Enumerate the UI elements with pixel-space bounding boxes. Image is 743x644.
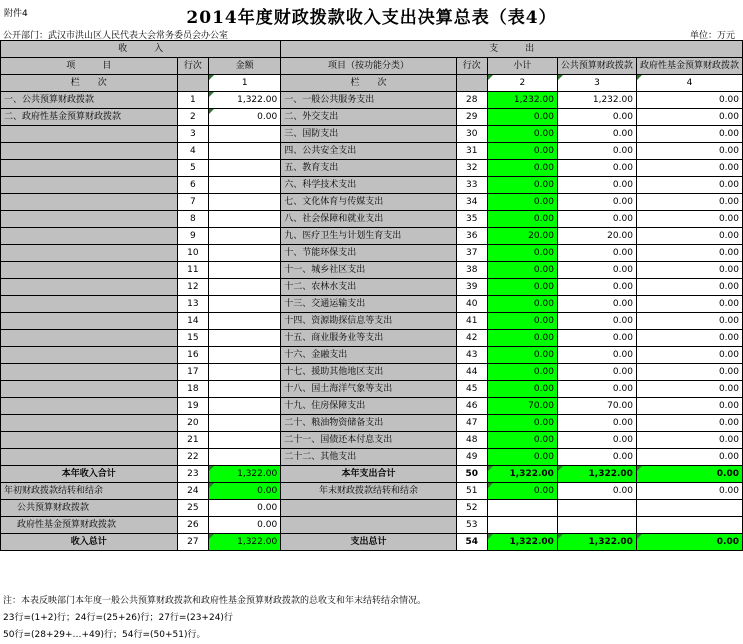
expense-total-public: 1,322.00 [557, 466, 636, 483]
blank-cell [281, 500, 457, 517]
income-amount-cell [209, 313, 281, 330]
blank-cell [557, 517, 636, 534]
public-budget-cell: 0.00 [557, 313, 636, 330]
column-index-4: 4 [636, 75, 742, 92]
subtotal-cell: 0.00 [487, 245, 557, 262]
income-amount-cell [209, 364, 281, 381]
blank-cell [636, 500, 742, 517]
income-item-header: 项 目 [1, 58, 178, 75]
income-lineno-cell: 16 [177, 347, 209, 364]
gov-fund-cell: 0.00 [636, 364, 742, 381]
blank-cell [487, 500, 557, 517]
subtotal-cell: 1,232.00 [487, 92, 557, 109]
unit-label: 单位：万元 [689, 31, 735, 41]
income-lineno-header: 行次 [177, 58, 209, 75]
table-row [1, 160, 743, 177]
expense-grand-public: 1,322.00 [557, 534, 636, 551]
income-amount-cell [209, 381, 281, 398]
blank-cell [636, 517, 742, 534]
income-item-cell [1, 347, 178, 364]
carryover-row [1, 483, 743, 500]
table-row [1, 398, 743, 415]
income-lineno-cell: 20 [177, 415, 209, 432]
column-index-row [1, 75, 743, 92]
gov-fund-cell: 0.00 [636, 211, 742, 228]
footnote-line: 注：本表反映部门本年度一般公共预算财政拨款和政府性基金预算财政拨款的总收支和年末结转结余情况。 [3, 596, 427, 606]
income-lineno-cell: 8 [177, 211, 209, 228]
income-item-cell [1, 177, 178, 194]
income-amount-cell [209, 194, 281, 211]
table-row [1, 143, 743, 160]
expense-lineno-cell: 47 [456, 415, 487, 432]
budget-table [0, 40, 743, 551]
gov-fund-cell: 0.00 [636, 381, 742, 398]
income-item-cell [1, 262, 178, 279]
expense-total-subtotal: 1,322.00 [487, 466, 557, 483]
income-amount-cell [209, 245, 281, 262]
expense-total-gov: 0.00 [636, 466, 742, 483]
column-index-label: 栏 次 [1, 75, 178, 92]
income-item-cell [1, 313, 178, 330]
income-item-cell [1, 364, 178, 381]
subtotal-cell: 0.00 [487, 160, 557, 177]
gov-fund-cell: 0.00 [636, 143, 742, 160]
public-budget-cell: 0.00 [557, 160, 636, 177]
income-amount-cell [209, 398, 281, 415]
page-title: 2014年度财政拨款收入支出决算总表（表4） [186, 8, 557, 28]
subtotal-cell: 0.00 [487, 330, 557, 347]
public-budget-cell: 0.00 [557, 126, 636, 143]
gov-fund-cell: 0.00 [636, 279, 742, 296]
expense-lineno-cell: 32 [456, 160, 487, 177]
income-amount-cell [209, 143, 281, 160]
table-row [1, 296, 743, 313]
blank-cell [281, 517, 457, 534]
gov-fund-cell: 0.00 [636, 92, 742, 109]
gov-fund-cell: 0.00 [636, 262, 742, 279]
table-row [1, 177, 743, 194]
income-amount-cell [209, 296, 281, 313]
income-lineno-cell: 10 [177, 245, 209, 262]
expense-lineno-cell: 34 [456, 194, 487, 211]
income-lineno-cell: 12 [177, 279, 209, 296]
blank-cell [487, 517, 557, 534]
expense-lineno-cell: 29 [456, 109, 487, 126]
income-grand-label: 收入总计 [1, 534, 178, 551]
income-item-cell [1, 279, 178, 296]
gov-fund-cell: 0.00 [636, 415, 742, 432]
column-index-label: 栏 次 [281, 75, 457, 92]
subtotal-cell: 0.00 [487, 211, 557, 228]
income-grand-amount: 1,322.00 [209, 534, 281, 551]
expense-item-cell: 十八、国土海洋气象等支出 [281, 381, 457, 398]
table-row [1, 245, 743, 262]
income-lineno-cell: 14 [177, 313, 209, 330]
subtotal-cell: 70.00 [487, 398, 557, 415]
income-lineno-cell: 2 [177, 109, 209, 126]
subtotal-cell: 0.00 [487, 381, 557, 398]
expense-group-header: 支 出 [281, 41, 743, 58]
expense-item-header: 项目（按功能分类） [281, 58, 457, 75]
public-budget-carryover-row [1, 500, 743, 517]
gov-fund-cell: 0.00 [636, 432, 742, 449]
expense-lineno-cell: 36 [456, 228, 487, 245]
subtotal-cell: 0.00 [487, 177, 557, 194]
begin-balance-label: 年初财政拨款结转和结余 [1, 483, 178, 500]
expense-lineno-cell: 33 [456, 177, 487, 194]
expense-item-cell: 二十一、国债还本付息支出 [281, 432, 457, 449]
expense-item-cell: 十四、资源勘探信息等支出 [281, 313, 457, 330]
column-index-blank [177, 75, 209, 92]
gov-fund-cell: 0.00 [636, 160, 742, 177]
income-lineno-cell: 1 [177, 92, 209, 109]
table-row [1, 211, 743, 228]
blank-lineno-53: 53 [456, 517, 487, 534]
income-lineno-cell: 6 [177, 177, 209, 194]
income-lineno-cell: 13 [177, 296, 209, 313]
expense-lineno-cell: 31 [456, 143, 487, 160]
expense-lineno-cell: 40 [456, 296, 487, 313]
expense-lineno-cell: 48 [456, 432, 487, 449]
income-lineno-cell: 7 [177, 194, 209, 211]
public-budget-cell: 20.00 [557, 228, 636, 245]
expense-lineno-cell: 41 [456, 313, 487, 330]
subtotal-cell: 0.00 [487, 432, 557, 449]
table-row [1, 109, 743, 126]
income-amount-cell [209, 415, 281, 432]
gov-fund-carryover-lineno: 26 [177, 517, 209, 534]
expense-item-cell: 十七、援助其他地区支出 [281, 364, 457, 381]
grand-total-row [1, 534, 743, 551]
expense-item-cell: 八、社会保障和就业支出 [281, 211, 457, 228]
expense-grand-lineno: 54 [456, 534, 487, 551]
expense-lineno-cell: 38 [456, 262, 487, 279]
subtotal-header: 小计 [487, 58, 557, 75]
end-balance-label: 年末财政拨款结转和结余 [281, 483, 457, 500]
subtotal-cell: 0.00 [487, 347, 557, 364]
expense-item-cell: 三、国防支出 [281, 126, 457, 143]
public-budget-cell: 0.00 [557, 330, 636, 347]
gov-fund-cell: 0.00 [636, 177, 742, 194]
income-item-cell [1, 449, 178, 466]
expense-lineno-cell: 49 [456, 449, 487, 466]
expense-item-cell: 九、医疗卫生与计划生育支出 [281, 228, 457, 245]
current-year-total-row [1, 466, 743, 483]
end-balance-gov: 0.00 [636, 483, 742, 500]
public-budget-cell: 70.00 [557, 398, 636, 415]
table-row [1, 279, 743, 296]
gov-fund-cell: 0.00 [636, 313, 742, 330]
table-row [1, 449, 743, 466]
income-lineno-cell: 15 [177, 330, 209, 347]
gov-fund-carryover-amount: 0.00 [209, 517, 281, 534]
expense-lineno-cell: 39 [456, 279, 487, 296]
column-index-3: 3 [557, 75, 636, 92]
footnotes [3, 593, 426, 644]
gov-fund-cell: 0.00 [636, 228, 742, 245]
expense-grand-label: 支出总计 [281, 534, 457, 551]
expense-item-cell: 七、文化体育与传媒支出 [281, 194, 457, 211]
income-amount-cell [209, 160, 281, 177]
public-budget-carryover-lineno: 25 [177, 500, 209, 517]
income-item-cell [1, 126, 178, 143]
gov-fund-cell: 0.00 [636, 245, 742, 262]
income-lineno-cell: 17 [177, 364, 209, 381]
income-amount-cell [209, 177, 281, 194]
income-lineno-cell: 9 [177, 228, 209, 245]
public-budget-cell: 0.00 [557, 177, 636, 194]
subtotal-cell: 0.00 [487, 143, 557, 160]
expense-item-cell: 十二、农林水支出 [281, 279, 457, 296]
income-amount-cell [209, 432, 281, 449]
expense-item-cell: 二、外交支出 [281, 109, 457, 126]
subtotal-cell: 0.00 [487, 449, 557, 466]
gov-fund-header: 政府性基金预算财政拨款 [636, 58, 742, 75]
gov-fund-cell: 0.00 [636, 194, 742, 211]
income-amount-header: 金额 [209, 58, 281, 75]
expense-lineno-cell: 45 [456, 381, 487, 398]
table-row [1, 262, 743, 279]
public-budget-carryover-label: 公共预算财政拨款 [1, 500, 178, 517]
public-budget-cell: 0.00 [557, 296, 636, 313]
income-amount-cell: 0.00 [209, 109, 281, 126]
public-budget-carryover-amount: 0.00 [209, 500, 281, 517]
expense-item-cell: 二十、粮油物资储备支出 [281, 415, 457, 432]
income-lineno-cell: 5 [177, 160, 209, 177]
table-row [1, 381, 743, 398]
expense-item-cell: 十一、城乡社区支出 [281, 262, 457, 279]
end-balance-public: 0.00 [557, 483, 636, 500]
end-balance-lineno: 51 [456, 483, 487, 500]
income-lineno-cell: 19 [177, 398, 209, 415]
expense-item-cell: 十、节能环保支出 [281, 245, 457, 262]
expense-item-cell: 十五、商业服务业等支出 [281, 330, 457, 347]
gov-fund-carryover-label: 政府性基金预算财政拨款 [1, 517, 178, 534]
expense-item-cell: 一、一般公共服务支出 [281, 92, 457, 109]
income-total-lineno: 23 [177, 466, 209, 483]
income-grand-lineno: 27 [177, 534, 209, 551]
income-item-cell [1, 194, 178, 211]
income-amount-cell [209, 262, 281, 279]
public-budget-cell: 0.00 [557, 143, 636, 160]
public-budget-cell: 0.00 [557, 432, 636, 449]
income-amount-cell [209, 211, 281, 228]
public-budget-cell: 0.00 [557, 347, 636, 364]
income-item-cell [1, 143, 178, 160]
gov-fund-cell: 0.00 [636, 449, 742, 466]
expense-item-cell: 十九、住房保障支出 [281, 398, 457, 415]
income-lineno-cell: 22 [177, 449, 209, 466]
footnote-line: 23行=(1+2)行；24行=(25+26)行；27行=(23+24)行 [3, 613, 233, 623]
income-item-cell [1, 432, 178, 449]
subtotal-cell: 0.00 [487, 415, 557, 432]
expense-item-cell: 十六、金融支出 [281, 347, 457, 364]
income-lineno-cell: 18 [177, 381, 209, 398]
income-lineno-cell: 4 [177, 143, 209, 160]
begin-balance-amount: 0.00 [209, 483, 281, 500]
public-budget-cell: 0.00 [557, 194, 636, 211]
expense-lineno-header: 行次 [456, 58, 487, 75]
income-lineno-cell: 21 [177, 432, 209, 449]
gov-fund-cell: 0.00 [636, 347, 742, 364]
table-row [1, 92, 743, 109]
income-item-cell [1, 160, 178, 177]
subtotal-cell: 0.00 [487, 194, 557, 211]
table-row [1, 228, 743, 245]
income-item-cell [1, 415, 178, 432]
public-budget-cell: 0.00 [557, 279, 636, 296]
expense-lineno-cell: 46 [456, 398, 487, 415]
table-row [1, 432, 743, 449]
table-row [1, 194, 743, 211]
income-amount-cell: 1,322.00 [209, 92, 281, 109]
expense-item-cell: 五、教育支出 [281, 160, 457, 177]
group-header-row [1, 41, 743, 58]
expense-total-lineno: 50 [456, 466, 487, 483]
public-budget-cell: 0.00 [557, 211, 636, 228]
income-lineno-cell: 11 [177, 262, 209, 279]
table-row [1, 126, 743, 143]
public-budget-cell: 0.00 [557, 449, 636, 466]
expense-lineno-cell: 44 [456, 364, 487, 381]
public-budget-header: 公共预算财政拨款 [557, 58, 636, 75]
income-item-cell [1, 245, 178, 262]
expense-grand-subtotal: 1,322.00 [487, 534, 557, 551]
income-item-cell: 一、公共预算财政拨款 [1, 92, 178, 109]
income-amount-cell [209, 330, 281, 347]
public-budget-cell: 0.00 [557, 381, 636, 398]
gov-fund-carryover-row [1, 517, 743, 534]
blank-cell [557, 500, 636, 517]
gov-fund-cell: 0.00 [636, 330, 742, 347]
expense-item-cell: 六、科学技术支出 [281, 177, 457, 194]
end-balance-subtotal: 0.00 [487, 483, 557, 500]
income-item-cell [1, 296, 178, 313]
expense-lineno-cell: 30 [456, 126, 487, 143]
subtotal-cell: 0.00 [487, 313, 557, 330]
expense-lineno-cell: 28 [456, 92, 487, 109]
subtotal-cell: 20.00 [487, 228, 557, 245]
expense-item-cell: 二十二、其他支出 [281, 449, 457, 466]
table-row [1, 364, 743, 381]
expense-lineno-cell: 35 [456, 211, 487, 228]
income-amount-cell [209, 126, 281, 143]
column-index-2: 2 [487, 75, 557, 92]
income-item-cell [1, 211, 178, 228]
income-total-label: 本年收入合计 [1, 466, 178, 483]
income-item-cell [1, 398, 178, 415]
public-budget-cell: 0.00 [557, 109, 636, 126]
public-budget-cell: 0.00 [557, 415, 636, 432]
subtotal-cell: 0.00 [487, 364, 557, 381]
income-total-amount: 1,322.00 [209, 466, 281, 483]
blank-lineno-52: 52 [456, 500, 487, 517]
income-amount-cell [209, 228, 281, 245]
expense-total-label: 本年支出合计 [281, 466, 457, 483]
table-row [1, 330, 743, 347]
expense-lineno-cell: 37 [456, 245, 487, 262]
income-amount-cell [209, 279, 281, 296]
table-row [1, 313, 743, 330]
expense-grand-gov: 0.00 [636, 534, 742, 551]
expense-item-cell: 十三、交通运输支出 [281, 296, 457, 313]
column-header-row [1, 58, 743, 75]
department-label: 公开部门：武汉市洪山区人民代表大会常务委员会办公室 [3, 31, 229, 41]
expense-lineno-cell: 42 [456, 330, 487, 347]
table-row [1, 415, 743, 432]
subtotal-cell: 0.00 [487, 262, 557, 279]
subtotal-cell: 0.00 [487, 296, 557, 313]
column-index-blank [456, 75, 487, 92]
column-index-1: 1 [209, 75, 281, 92]
table-row [1, 347, 743, 364]
footnote-line: 50行=(28+29+…+49)行；54行=(50+51)行。 [3, 630, 206, 640]
subtotal-cell: 0.00 [487, 279, 557, 296]
public-budget-cell: 0.00 [557, 262, 636, 279]
subtotal-cell: 0.00 [487, 109, 557, 126]
income-group-header: 收 入 [1, 41, 281, 58]
attachment-label: 附件4 [4, 9, 28, 19]
income-item-cell [1, 228, 178, 245]
gov-fund-cell: 0.00 [636, 398, 742, 415]
public-budget-cell: 1,232.00 [557, 92, 636, 109]
subtotal-cell: 0.00 [487, 126, 557, 143]
income-lineno-cell: 3 [177, 126, 209, 143]
income-item-cell [1, 381, 178, 398]
expense-item-cell: 四、公共安全支出 [281, 143, 457, 160]
income-item-cell [1, 330, 178, 347]
gov-fund-cell: 0.00 [636, 296, 742, 313]
expense-lineno-cell: 43 [456, 347, 487, 364]
begin-balance-lineno: 24 [177, 483, 209, 500]
gov-fund-cell: 0.00 [636, 126, 742, 143]
gov-fund-cell: 0.00 [636, 109, 742, 126]
income-amount-cell [209, 449, 281, 466]
public-budget-cell: 0.00 [557, 245, 636, 262]
income-item-cell: 二、政府性基金预算财政拨款 [1, 109, 178, 126]
income-amount-cell [209, 347, 281, 364]
public-budget-cell: 0.00 [557, 364, 636, 381]
